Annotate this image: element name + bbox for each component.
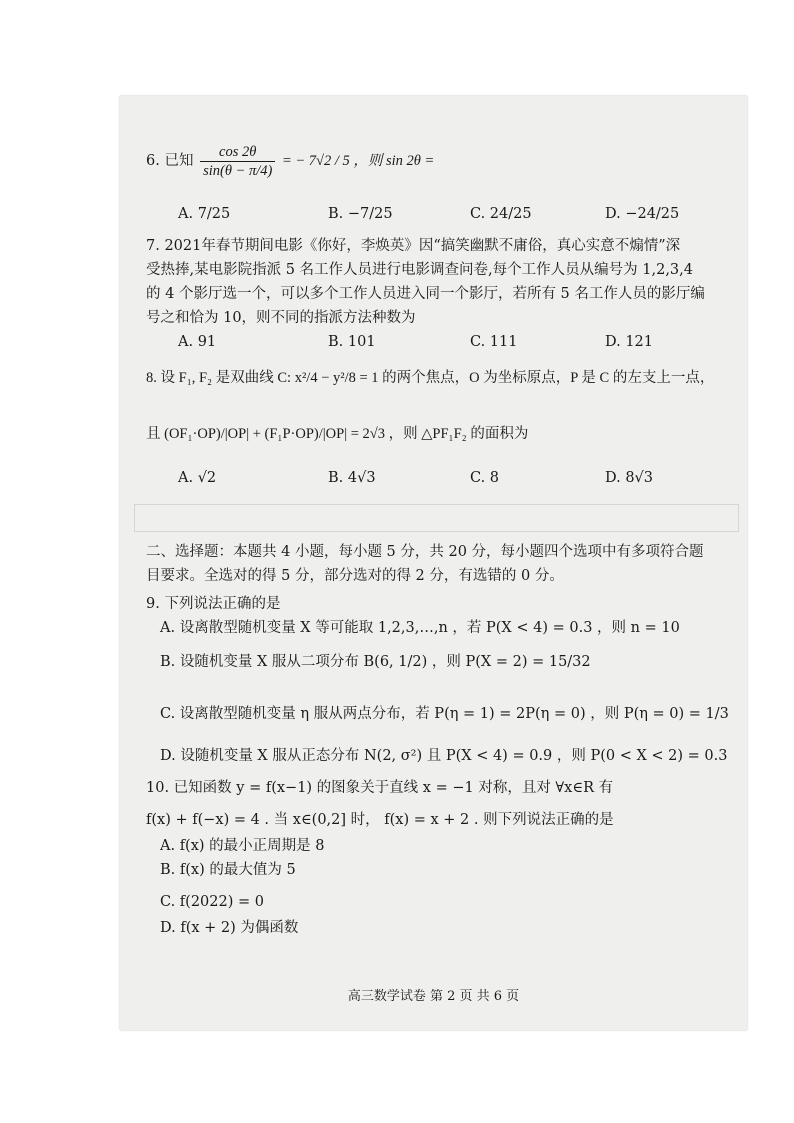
q6-option-d: D. −24/25 — [605, 206, 680, 222]
q10-line-1: 10. 已知函数 y = f(x−1) 的图象关于直线 x = −1 对称，且对 ∀x∈R 有 — [146, 780, 614, 796]
q9-option-c: C. 设离散型随机变量 η 服从两点分布，若 P(η = 1) = 2P(η = 0) ，则 P(η = 0) = 1/3 — [160, 706, 729, 722]
q7-line-1: 7. 2021年春节期间电影《你好，李焕英》因“搞笑幽默不庸俗，真心实意不煽情”深 — [146, 238, 681, 254]
q6-rhs: = − 7√2 / 5 ，则 sin 2θ = — [281, 153, 435, 169]
q7-line-2: 受热捧,某电影院指派 5 名工作人员进行电影调查问卷,每个工作人员从编号为 1,2,3,4 — [146, 262, 693, 278]
q7-line-3: 的 4 个影厅选一个，可以多个工作人员进入同一个影厅，若所有 5 名工作人员的影厅编 — [146, 286, 705, 302]
q8-option-c: C. 8 — [470, 470, 500, 486]
page-footer: 高三数学试卷 第 2 页 共 6 页 — [347, 989, 520, 1004]
q9-option-b: B. 设随机变量 X 服从二项分布 B(6, 1/2) ，则 P(X = 2) = 15/32 — [160, 654, 591, 670]
q10-option-b: B. f(x) 的最大值为 5 — [160, 862, 296, 878]
q6-prefix: 6. 已知 — [146, 153, 194, 169]
q6-frac-num: cos 2θ — [200, 143, 275, 162]
question-6 — [146, 136, 733, 186]
exam-page — [120, 96, 747, 1030]
q6-option-c: C. 24/25 — [470, 206, 532, 222]
q6-fraction — [200, 143, 275, 180]
q8-option-b: B. 4√3 — [328, 470, 376, 486]
q6-option-b: B. −7/25 — [328, 206, 393, 222]
q7-option-b: B. 101 — [328, 334, 376, 350]
q9-option-a: A. 设离散型随机变量 X 等可能取 1,2,3,…,n ，若 P(X < 4) = 0.3 ，则 n = 10 — [160, 620, 680, 636]
section-2-line-1: 二、选择题：本题共 4 小题，每小题 5 分，共 20 分，每小题四个选项中有多项符合题 — [146, 544, 704, 560]
q9-stem: 9. 下列说法正确的是 — [146, 596, 281, 612]
q6-option-a: A. 7/25 — [178, 206, 231, 222]
q8-option-a: A. √2 — [178, 470, 217, 486]
q7-line-4: 号之和恰为 10，则不同的指派方法种数为 — [146, 310, 416, 326]
q7-option-d: D. 121 — [605, 334, 654, 350]
bleed-through-table — [134, 504, 739, 532]
q8-line-2: 且 (OF₁·OP)/|OP| + (F₁P·OP)/|OP| = 2√3 ，则 △PF₁F₂ 的面积为 — [146, 426, 529, 442]
q8-option-d: D. 8√3 — [605, 470, 654, 486]
q10-line-2: f(x) + f(−x) = 4 . 当 x∈(0,2] 时， f(x) = x + 2 . 则下列说法正确的是 — [146, 812, 614, 828]
q10-option-d: D. f(x + 2) 为偶函数 — [160, 920, 299, 936]
section-2-line-2: 目要求。全选对的得 5 分，部分选对的得 2 分，有选错的 0 分。 — [146, 568, 564, 584]
q7-option-a: A. 91 — [178, 334, 217, 350]
q8-line-1: 8. 设 F₁, F₂ 是双曲线 C: x²/4 − y²/8 = 1 的两个焦点，O 为坐标原点，P 是 C 的左支上一点， — [146, 370, 715, 386]
q7-option-c: C. 111 — [470, 334, 518, 350]
q10-option-c: C. f(2022) = 0 — [160, 894, 264, 910]
q10-option-a: A. f(x) 的最小正周期是 8 — [160, 838, 325, 854]
q6-frac-den: sin(θ − π/4) — [203, 162, 273, 179]
q9-option-d: D. 设随机变量 X 服从正态分布 N(2, σ²) 且 P(X < 4) = 0.9 ，则 P(0 < X < 2) = 0.3 — [160, 748, 728, 764]
